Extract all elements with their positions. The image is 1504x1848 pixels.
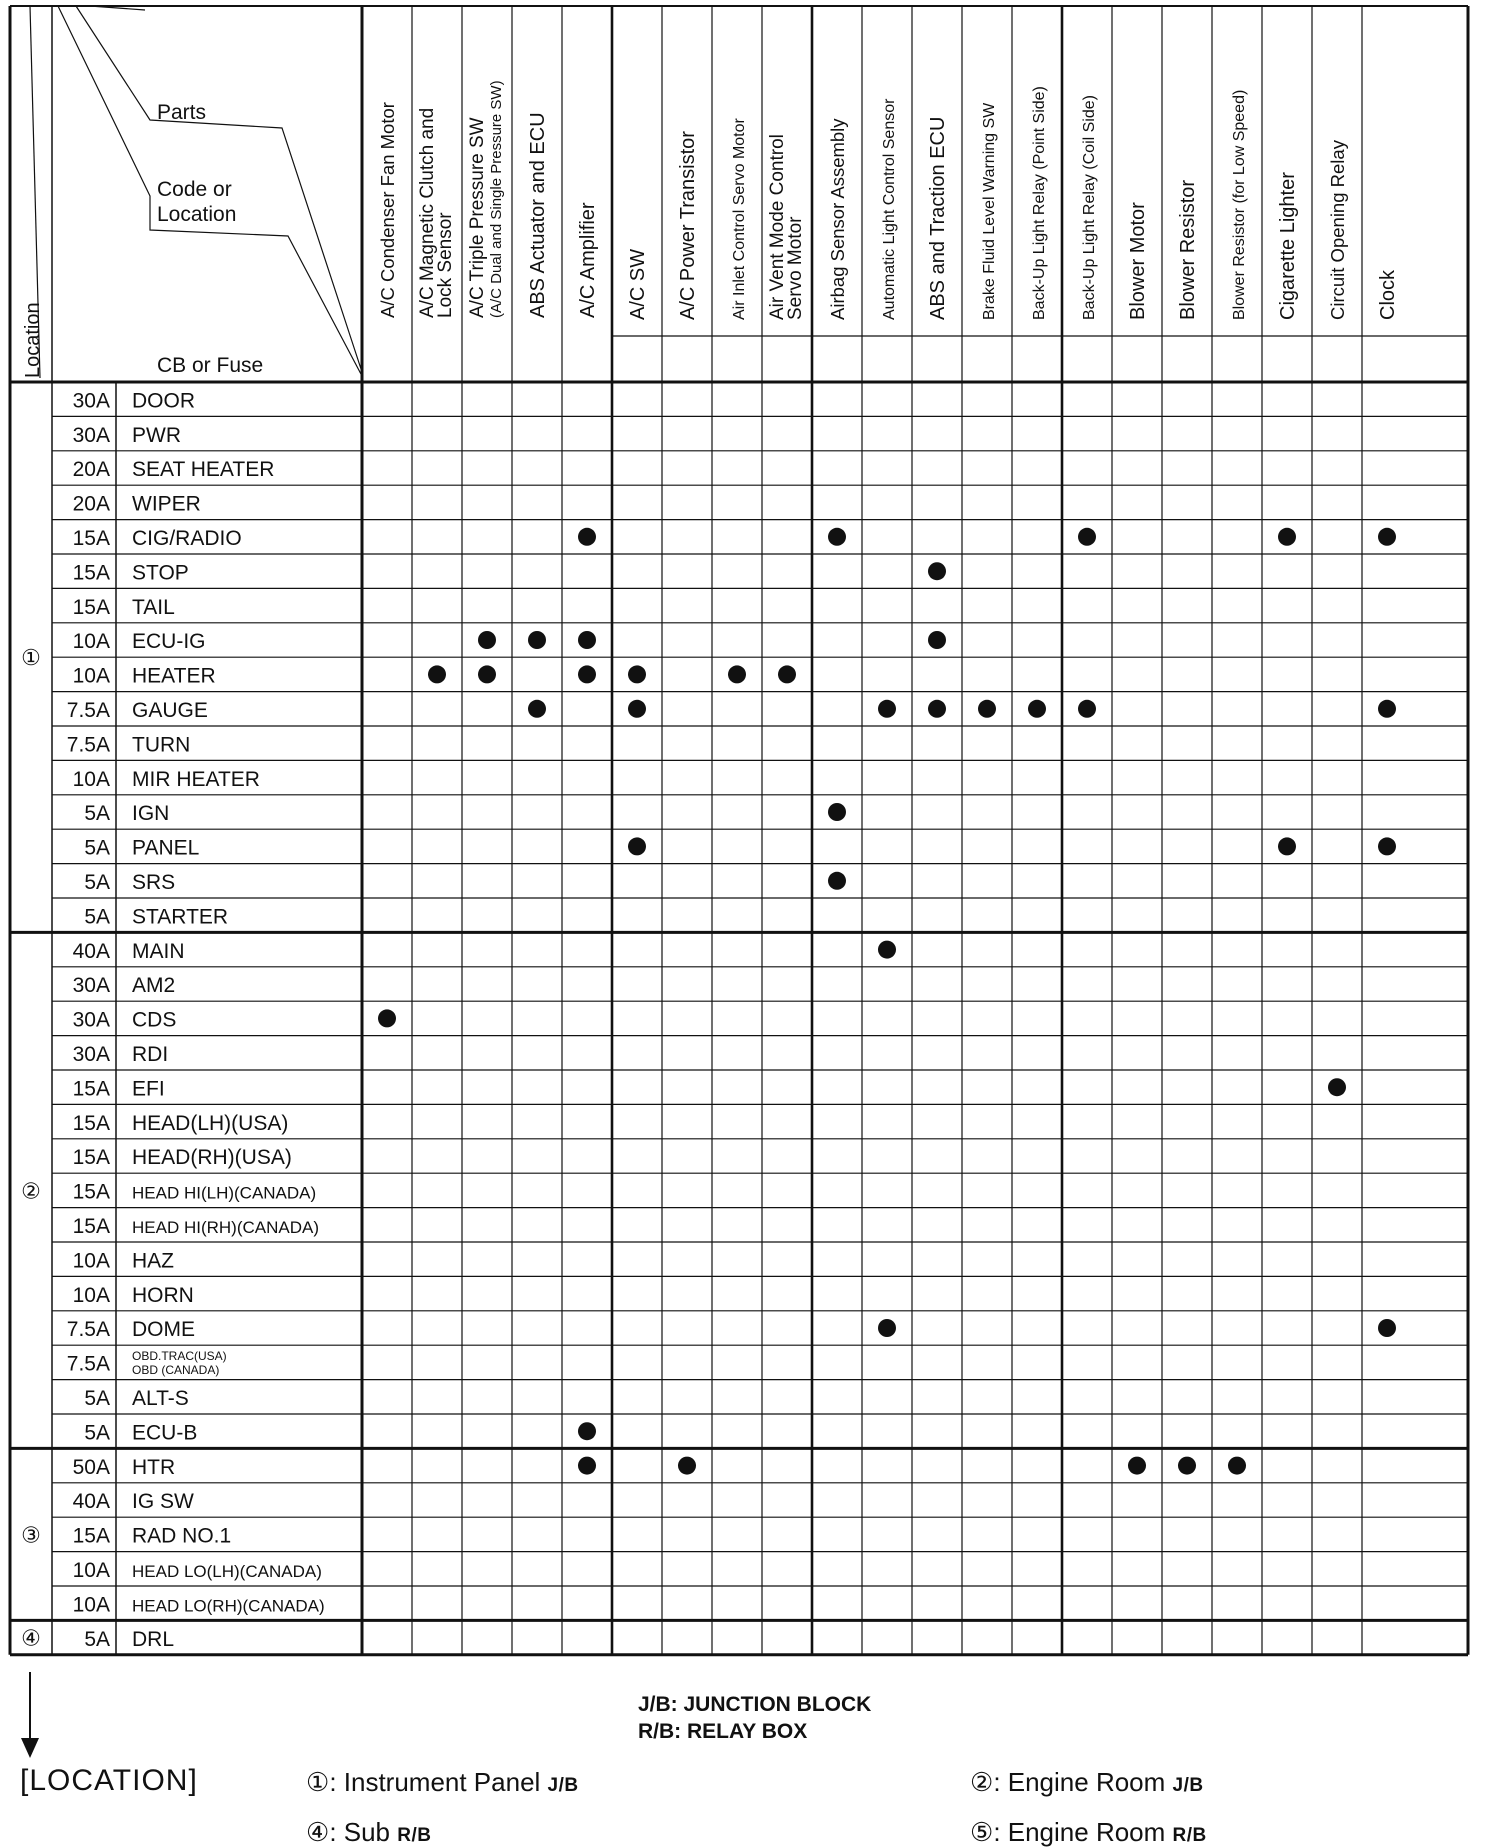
fuse-amp: 30A [72,974,110,998]
fuse-name: IGN [132,802,170,826]
cb-fuse-header: CB or Fuse [157,354,264,377]
connection-dot [828,528,846,546]
connection-dot [528,631,546,649]
part-name: Air Vent Mode Control [767,134,788,320]
table-header [22,101,263,378]
location-2-entry [970,1767,1204,1798]
fuse-name: DOOR [132,389,195,413]
fuse-name: DOME [132,1318,195,1342]
fuse-name: HEAD(LH)(USA) [132,1111,289,1135]
fuse-amp: 15A [72,1077,110,1101]
location-5-entry [970,1817,1207,1848]
connection-dot [1278,837,1296,855]
fuse-amp: 30A [72,1043,110,1066]
connection-dot [928,562,946,580]
part-name-line2: Servo Motor [785,216,806,320]
fuse-amp: 30A [72,1008,110,1032]
part-name: A/C Amplifier [577,202,599,318]
connection-dot [1178,1457,1196,1475]
connection-dot [1378,528,1396,546]
connection-dot [728,665,746,683]
connection-dot [1228,1457,1246,1475]
part-name: A/C Condenser Fan Motor [377,102,398,318]
connection-dot [878,941,896,959]
connection-dot [828,872,846,890]
location-1-symbol: ① [306,1767,330,1797]
connection-dot [1028,700,1046,718]
connection-dot [578,665,596,683]
location-2-tag: J/B [1172,1775,1204,1796]
fuse-name: MAIN [132,939,185,963]
connection-dot [1378,700,1396,718]
fuse-name: HEAD LO(LH)(CANADA) [132,1562,322,1581]
fuse-name: RAD NO.1 [132,1524,232,1548]
part-name: Brake Fluid Level Warning SW [981,102,998,320]
fuse-amp: 15A [72,1215,110,1238]
fuse-amp: 5A [84,802,110,826]
fuse-amp: 30A [72,423,110,447]
part-name: Automatic Light Control Sensor [881,98,898,320]
fuse-name: HEAD HI(LH)(CANADA) [132,1183,317,1203]
fuse-name: HEAD(RH)(USA) [132,1146,292,1170]
part-name: Back-Up Light Relay (Coil Side) [1081,95,1098,320]
fuse-amp: 5A [84,871,110,894]
fuse-name: WIPER [132,492,201,516]
connection-dot [1378,1319,1396,1337]
fuse-amp: 10A [72,664,110,688]
connection-dot [578,1422,596,1440]
fuse-name-line2: OBD (CANADA) [132,1363,220,1378]
connection-dot [978,700,996,718]
fuse-name: IG SW [132,1490,194,1514]
connection-dot [878,1319,896,1337]
fuse-amp: 7.5A [66,1318,110,1342]
fuse-amp: 7.5A [66,699,110,722]
part-name: A/C Magnetic Clutch and [417,107,438,318]
fuse-name: ECU-IG [132,630,206,654]
fuse-name: DRL [132,1627,175,1651]
part-name: A/C Triple Pressure SW [467,117,488,318]
location-group-symbol: ② [21,1178,41,1204]
location-1-text: : Instrument Panel [329,1767,541,1797]
fuse-name: TAIL [132,595,175,619]
fuse-name: HTR [132,1455,176,1479]
fuse-name: OBD.TRAC(USA) [132,1349,227,1364]
fuse-amp: 15A [72,1146,110,1170]
fuse-amp: 7.5A [66,1352,110,1376]
fuse-name: CIG/RADIO [132,527,242,550]
part-name-line2: Lock Sensor [435,212,456,318]
fuse-amp: 15A [72,1180,110,1204]
location-4-entry [306,1817,432,1848]
part-name: Clock [1377,269,1399,320]
fuse-amp: 5A [84,836,110,860]
part-name: A/C Power Transistor [677,131,699,320]
connection-dot [878,700,896,718]
location-header: Location [22,302,44,378]
fuse-amp: 5A [84,1387,110,1410]
part-name-line2: (A/C Dual and Single Pressure SW) [488,80,505,318]
fuse-amp: 15A [72,595,110,619]
fuse-rows [67,389,325,1650]
connection-dot [928,631,946,649]
location-group-symbol: ③ [21,1522,41,1548]
location-legend-title: [LOCATION] [20,1764,198,1797]
fuse-name: HAZ [132,1249,174,1273]
connection-dot [1128,1457,1146,1475]
connection-dot [478,631,496,649]
connection-dot [928,700,946,718]
connection-dot [378,1009,396,1027]
part-name: ABS Actuator and ECU [527,112,549,318]
fuse-name: HEAD LO(RH)(CANADA) [132,1596,325,1616]
connection-dot [578,631,596,649]
fuse-amp: 10A [72,1283,110,1307]
parts-header: Parts [157,101,207,124]
fuse-name: HORN [132,1283,194,1307]
part-name: A/C SW [627,248,649,320]
fuse-amp: 5A [84,905,110,929]
location-group-symbol: ④ [21,1625,41,1651]
connection-dot [628,665,646,683]
location-5-tag: R/B [1172,1825,1207,1846]
fuse-name: AM2 [132,974,176,998]
location-1-entry [306,1767,579,1798]
parts-headers [377,80,1399,320]
connection-dot [678,1457,696,1475]
location-5-text: : Engine Room [993,1817,1166,1847]
part-name: Back-Up Light Relay (Point Side) [1031,86,1048,320]
connection-dot [1378,837,1396,855]
connection-dot [578,1457,596,1475]
location-4-text: : Sub [329,1817,391,1847]
part-name: Airbag Sensor Assembly [827,118,848,320]
part-name: Cigarette Lighter [1277,172,1299,320]
fuse-amp: 10A [72,1559,110,1582]
fuse-name: HEATER [132,664,216,688]
fuse-amp: 40A [72,939,110,963]
fuse-name: EFI [132,1077,165,1101]
code-header-line1: Code or [157,178,232,201]
fuse-amp: 10A [72,1249,110,1273]
fuse-name: SRS [132,871,176,894]
part-name: Blower Motor [1127,202,1149,320]
abbr-junction-block: J/B: JUNCTION BLOCK [638,1693,872,1716]
fuse-amp: 10A [72,1593,110,1617]
fuse-amp: 15A [72,527,110,550]
location-4-symbol: ④ [306,1817,330,1847]
connection-dot [1328,1078,1346,1096]
location-5-symbol: ⑤ [970,1817,994,1847]
part-name: Circuit Opening Relay [1327,140,1348,320]
fuse-name: SEAT HEATER [132,458,275,482]
connection-dot [528,700,546,718]
part-name: ABS and Traction ECU [927,116,949,320]
connection-dot [828,803,846,821]
location-arrow [21,1672,39,1758]
connection-dot [428,665,446,683]
fuse-amp: 50A [72,1455,110,1479]
fuse-name: STOP [132,561,189,585]
connection-dot [1078,528,1096,546]
part-name: Blower Resistor (for Low Speed) [1231,89,1248,320]
fuse-name: RDI [132,1043,169,1066]
connection-dot [578,528,596,546]
fuse-name: HEAD HI(RH)(CANADA) [132,1218,319,1237]
fuse-amp: 7.5A [66,733,110,757]
fuse-name: PWR [132,423,181,447]
connection-dot [1078,700,1096,718]
fuse-name: PANEL [132,836,200,860]
part-name: Blower Resistor [1177,179,1199,320]
fuse-amp: 20A [72,458,110,482]
fuse-amp: 5A [84,1627,110,1651]
fuse-name: ECU-B [132,1421,198,1445]
fuse-amp: 15A [72,561,110,585]
location-2-symbol: ② [970,1767,994,1797]
fuse-name: ALT-S [132,1387,189,1410]
code-header-line2: Location [157,203,237,226]
location-2-text: : Engine Room [993,1767,1166,1797]
location-group-symbol: ① [21,645,41,671]
fuse-amp: 20A [72,492,110,516]
fuse-name: CDS [132,1008,177,1032]
fuse-name: MIR HEATER [132,767,260,791]
connection-dot [1278,528,1296,546]
fuse-amp: 5A [84,1421,110,1445]
connection-dot [628,700,646,718]
location-1-tag: J/B [547,1775,579,1796]
connection-dot [778,665,796,683]
abbr-relay-box: R/B: RELAY BOX [638,1720,808,1743]
fuse-amp: 10A [72,630,110,654]
fuse-amp: 10A [72,767,110,791]
fuse-amp: 30A [72,389,110,413]
fuse-amp: 15A [72,1111,110,1135]
connection-dot [478,665,496,683]
location-groups [21,645,41,1650]
part-name: Air Inlet Control Servo Motor [731,118,748,320]
location-4-tag: R/B [397,1825,432,1846]
fuse-amp: 15A [72,1524,110,1548]
fuse-name: STARTER [132,905,229,929]
fuse-name: GAUGE [132,699,208,722]
fuse-name: TURN [132,733,191,757]
connection-dot [628,837,646,855]
fuse-amp: 40A [72,1490,110,1514]
